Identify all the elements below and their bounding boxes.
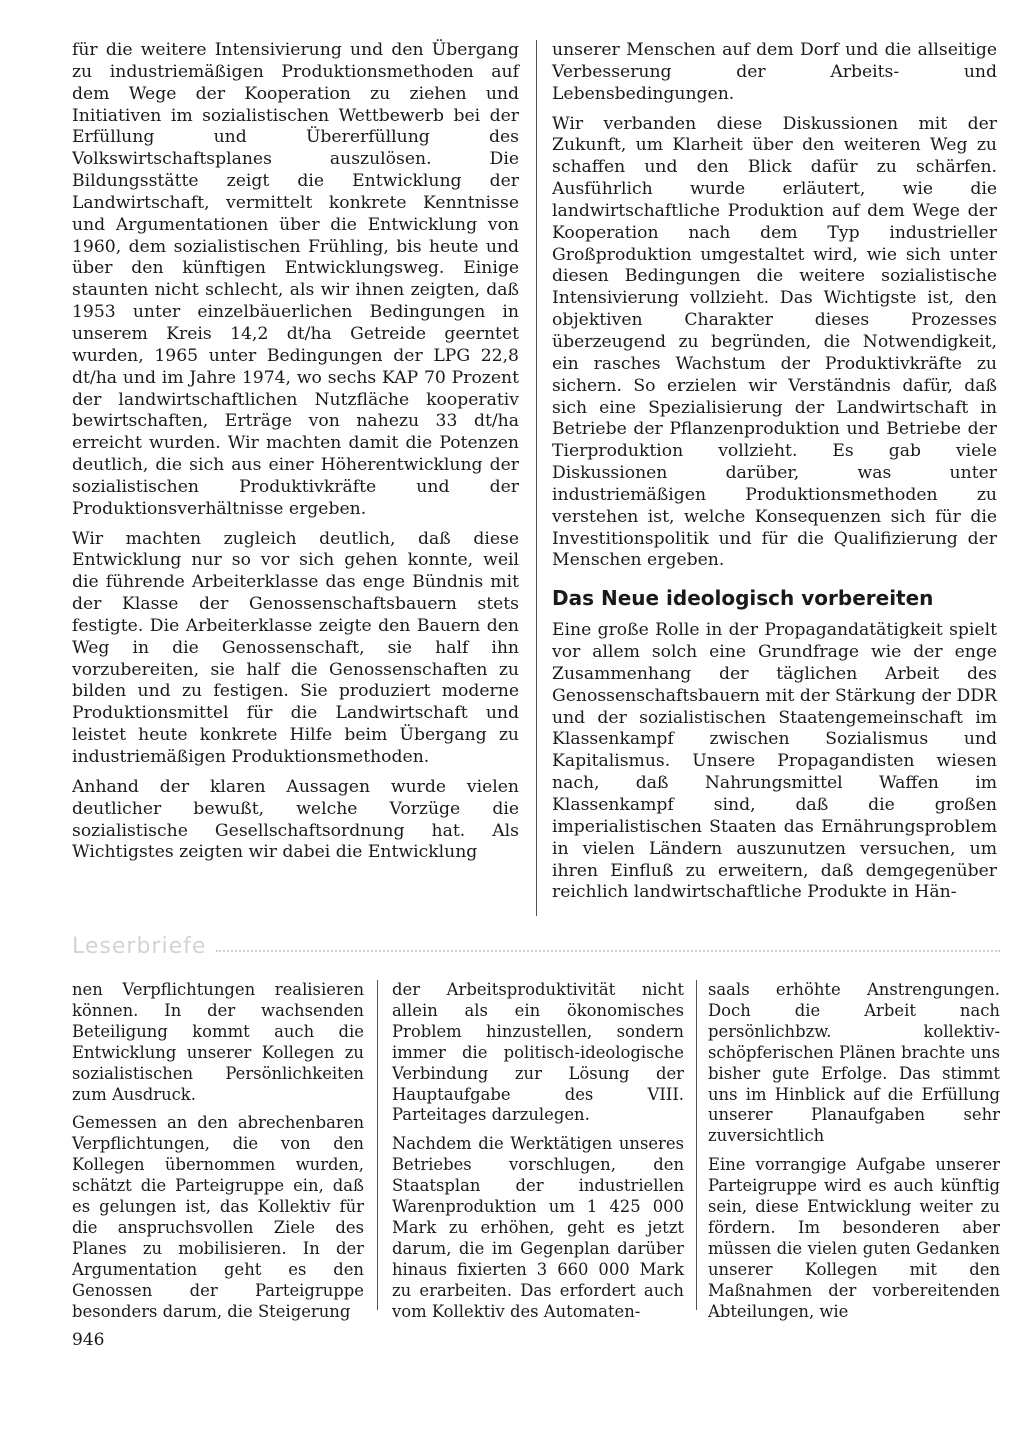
letter-paragraph: Gemessen an den abrechenbaren Verpflichtungen, die von den Kollegen übernommen wurden, schätzt die Parteigruppe ein, daß es gelungen ist, das Kollektiv für die anspruchsvollen Ziele des Planes zu mobilisieren. In der Argumentation geht es den Genossen der Parteigruppe besonders darum, die Steigerung <box>72 1113 364 1321</box>
section-header <box>72 934 1000 962</box>
letter-paragraph: Nachdem die Werktätigen unseres Betriebes vorschlugen, den Staatsplan der industriellen Warenproduktion um 1 425 000 Mark zu erhöhen, geht es jetzt darum, die im Gegenplan darüber hinaus fixierten 3 660 000 Mark zu erarbeiten. Das erfordert auch vom Kollektiv des Automaten- <box>392 1134 684 1321</box>
article-column-left <box>72 40 519 872</box>
letters-column-3 <box>708 980 1000 1331</box>
article-paragraph: für die weitere Intensivierung und den Übergang zu industriemäßigen Produktionsmethoden auf dem Wege der Kooperation zu ziehen und Initiativen im sozialistischen Wettbewerb bei der Erfüllung und Übererfüllung des Volkswirtschaftsplanes auszulösen. Die Bildungsstätte zeigt die Entwicklung der Landwirtschaft, vermittelt konkrete Kenntnisse und Argumentationen über die Entwicklung von 1960, dem sozialistischen Frühling, bis heute und über den künftigen Entwicklungsweg. Einige staunten nicht schlecht, als wir ihnen zeigten, daß 1953 unter einzelbäuerlichen Bedingungen in unserem Kreis 14,2 dt/ha Getreide geerntet wurden, 1965 unter Bedingungen der LPG 22,8 dt/ha und im Jahre 1974, wo sechs KAP 70 Prozent der landwirtschaftlichen Nutzfläche kooperativ bewirtschaften, Erträge von nahezu 33 dt/ha erreicht wurden. Wir machten damit die Potenzen deutlich, die sich aus einer Höherentwicklung der sozialistischen Produktivkräfte und der Produktionsverhältnisse ergeben. <box>72 40 519 519</box>
section-heading: Das Neue ideologisch vorbereiten <box>552 586 934 611</box>
letters-column-2 <box>392 980 684 1331</box>
letters-column-1 <box>72 980 364 1331</box>
article-column-right <box>552 40 997 912</box>
article-paragraph: Wir machten zugleich deutlich, daß diese Entwicklung nur so vor sich gehen konnte, weil die führende Arbeiterklasse das enge Bündnis mit der Klasse der Genossenschaftsbauern stets festigte. Die Arbeiterklasse zeigte den Bauern den Weg in die Genossenschaft, sie half ihn vorzubereiten, sie half die Genossenschaften zu bilden und zu festigen. Sie produziert moderne Produktionsmittel für die Landwirtschaft und leistet heute konkrete Hilfe beim Übergang zu industriemäßigen Produktionsmethoden. <box>72 528 519 767</box>
section-label: Leserbriefe <box>72 934 207 959</box>
article-paragraph: Wir verbanden diese Diskussionen mit der Zukunft, um Klarheit über den weiteren Weg zu schaffen und den Blick dafür zu schärfen. Ausführlich wurde erläutert, wie die landwirtschaftliche Produktion auf dem Wege der Kooperation nach dem Typ industrieller Großproduktion umgestaltet wird, wie sich unter diesen Bedingungen die weitere sozialistische Intensivierung vollzieht. Das Wichtigste ist, den objektiven Charakter dieses Prozesses überzeugend zu begründen, die Notwendigkeit, ein rasches Wachstum der Produktivkräfte zu sichern. So erzielen wir Verständnis dafür, daß sich eine Spezialisierung der Landwirtschaft in Betriebe der Pflanzenproduktion und Betriebe der Tierproduktion vollzieht. Es gab viele Diskussionen darüber, was unter industriemäßigen Produktionsmethoden zu verstehen ist, welche Konsequenzen sich für die Investitionspolitik und für die Qualifizierung der Menschen ergeben. <box>552 113 997 571</box>
section-dotted-rule <box>216 950 1000 952</box>
letter-paragraph: der Arbeitsproduktivität nicht allein als ein ökonomisches Problem hinzustellen, sondern immer die politisch-ideologische Verbindung zur Lösung der Hauptaufgabe des VIII. Parteitages darzulegen. <box>392 980 684 1125</box>
column-divider <box>696 980 697 1310</box>
article-paragraph: Eine große Rolle in der Propagandatätigkeit spielt vor allem solch eine Grundfrage wie der enge Zusammenhang der täglichen Arbeit des Genossenschaftsbauern mit der Stärkung der DDR und der sozialistischen Staatengemeinschaft im Klassenkampf zwischen Sozialismus und Kapitalismus. Unsere Propagandisten wiesen nach, daß Nahrungsmittel Waffen im Klassenkampf sind, daß die großen imperialistischen Staaten das Ernährungsproblem in vielen Ländern auszunutzen versuchen, um ihren Einfluß zu erweitern, daß demgegenüber reichlich landwirtschaftliche Produkte in Hän- <box>552 620 997 903</box>
page-number: 946 <box>72 1330 105 1350</box>
letter-paragraph: Eine vorrangige Aufgabe unserer Parteigruppe wird es auch künftig sein, diese Entwicklung weiter zu fördern. Im besonderen aber müssen die vielen guten Gedanken unserer Kollegen mit den Maßnahmen der vorbereitenden Abteilungen, wie <box>708 1155 1000 1321</box>
column-divider <box>536 40 537 916</box>
letter-paragraph: saals erhöhte Anstrengungen. Doch die Arbeit nach persönlichbzw. kollektiv-schöpferischen Plänen brachte uns bisher gute Erfolge. Das stimmt uns im Hinblick auf die Erfüllung unserer Planaufgaben sehr zuversichtlich <box>708 980 1000 1146</box>
article-paragraph: Anhand der klaren Aussagen wurde vielen deutlicher bewußt, welche Vorzüge die sozialistische Gesellschaftsordnung hat. Als Wichtigstes zeigten wir dabei die Entwicklung <box>72 776 519 863</box>
letter-paragraph: nen Verpflichtungen realisieren können. In der wachsenden Beteiligung kommt auch die Entwicklung unserer Kollegen zu sozialistischen Persönlichkeiten zum Ausdruck. <box>72 980 364 1104</box>
column-divider <box>377 980 378 1310</box>
article-paragraph: unserer Menschen auf dem Dorf und die allseitige Verbesserung der Arbeits- und Lebensbedingungen. <box>552 40 997 104</box>
